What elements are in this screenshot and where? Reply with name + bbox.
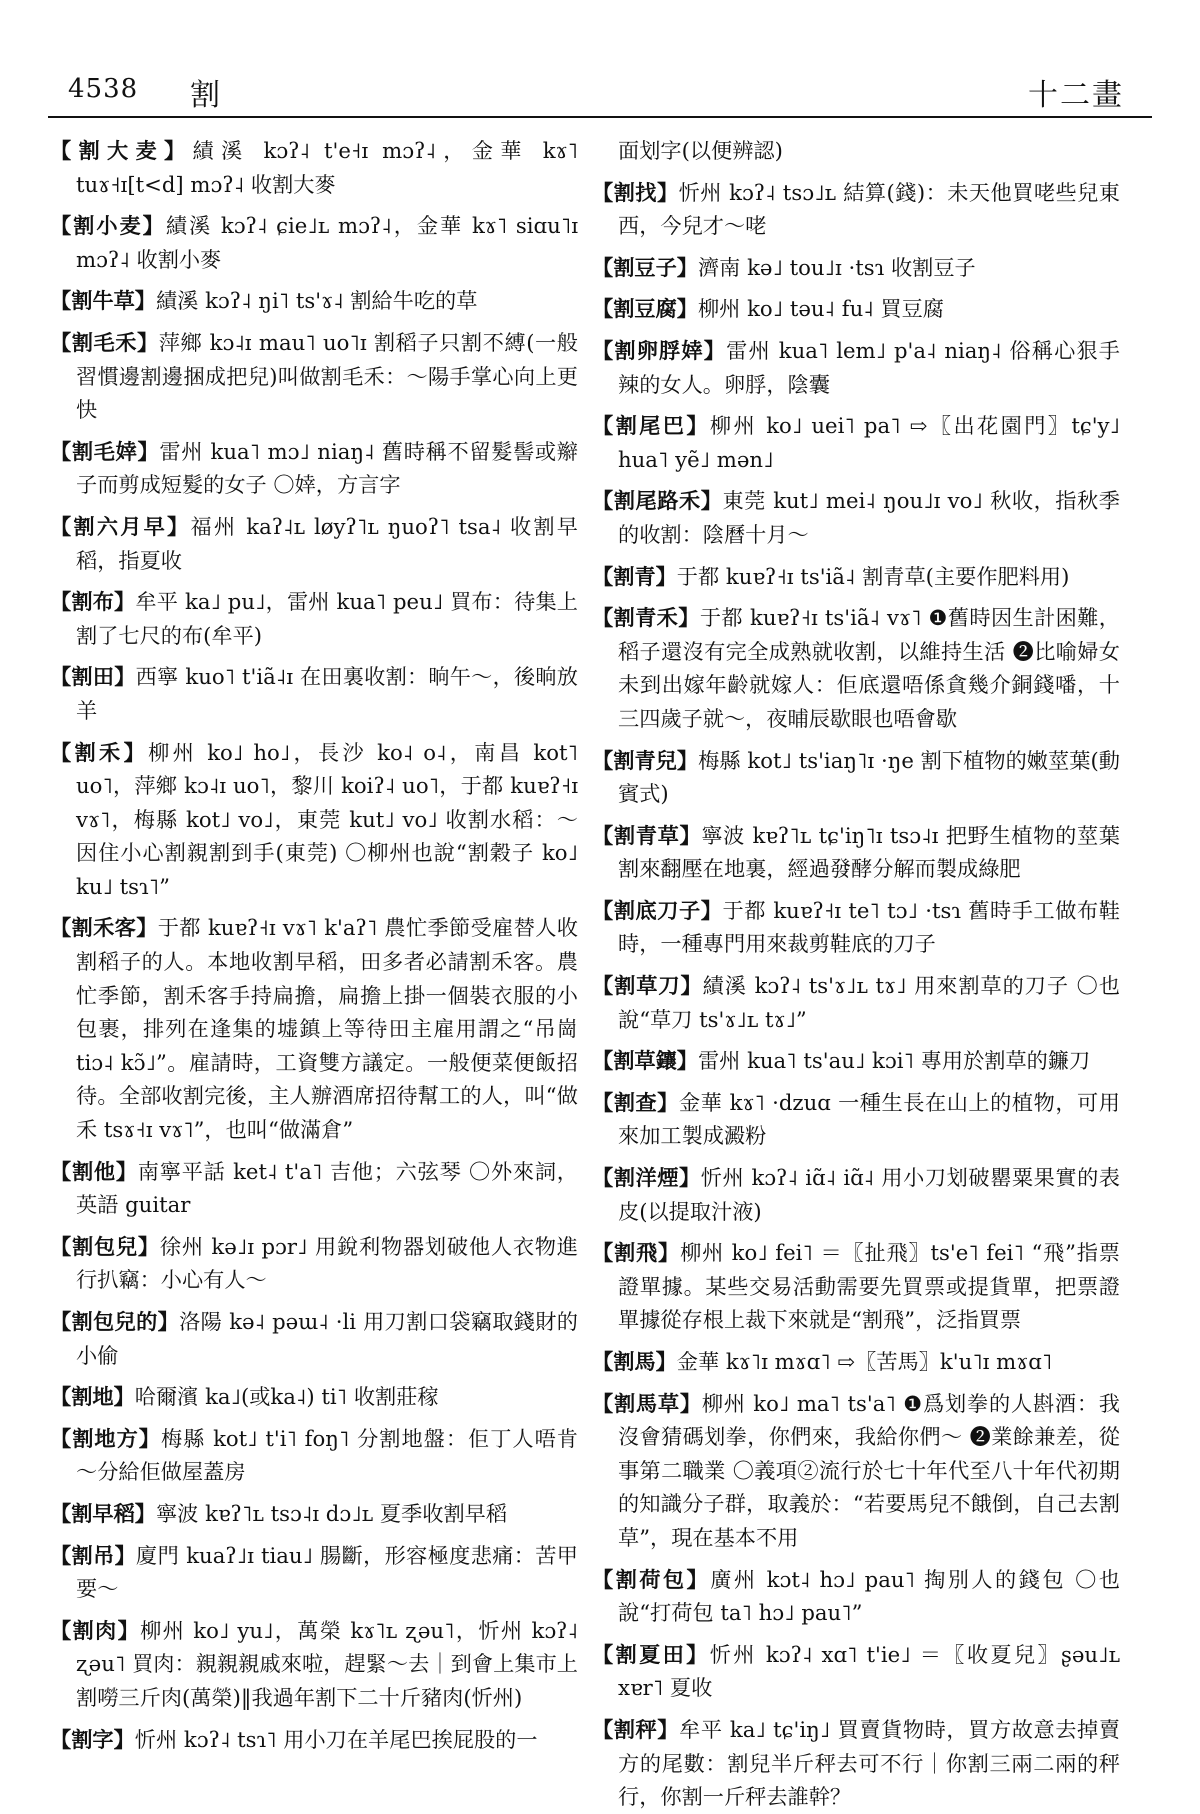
entry-definition: 柳州 ko˩ təu˨ fu˨ 買豆腐 — [697, 296, 944, 322]
entry-definition: 雷州 kua˥ mɔ˩ niaŋ˨ 舊時稱不留髮髻或辮子而剪成短髮的女子 〇婞，方言字 — [76, 438, 578, 498]
dictionary-entry — [50, 1230, 578, 1297]
entry-definition: 于都 kuɐʔ˧ɪ vɤ˥ k'aʔ˥ 農忙季節受雇替人收割稻子的人。本地收割早稻，田多者必請割禾客。農忙季節，割禾客手持扁擔，扁擔上掛一個裝衣服的小包裹，排列在逢集的墟鎮上等待田主雇用謂之“吊崗 tiɔ˨ kɔ̃˩”。雇請時，工資雙方議定。一般便菜便飯招待。全部收割完後，主人辦酒席招待幫工的人，叫“做禾 tsɤ˧ɪ vɤ˥”，也叫“做滿倉” — [76, 915, 578, 1143]
dictionary-entry — [592, 1345, 1120, 1379]
dictionary-entry — [50, 510, 578, 577]
entry-definition: 徐州 kə˩ɪ pɔr˩ 用銳利物器划破他人衣物進行扒竊：小心有人～ — [76, 1233, 578, 1293]
entry-headword: 【割布】 — [50, 589, 136, 615]
entry-definition: 萍鄉 kɔ˨ɪ mau˥ uo˥ɪ 割稻子只割不縛(一般習慣邊割邊捆成把兒)叫做割毛禾：～陽手掌心向上更快 — [76, 329, 578, 423]
dictionary-entry — [592, 1563, 1120, 1630]
dictionary-entry — [592, 819, 1120, 886]
entry-definition: 東莞 kut˩ mei˨ ŋou˩ɪ vo˩ 秋收，指秋季的收割：陰曆十月～ — [618, 488, 1120, 547]
dictionary-entry — [592, 484, 1120, 551]
entry-headword: 【割字】 — [50, 1726, 135, 1752]
dictionary-entry — [50, 660, 578, 727]
entry-headword: 【割禾】 — [50, 739, 149, 765]
entry-definition: 績溪 kɔʔ˨ ŋi˥ ts'ɤ˨ 割給牛吃的草 — [155, 288, 478, 314]
entry-definition: 柳州 ko˩ ho˩，長沙 ko˨ o˨，南昌 kot˥ uo˥，萍鄉 kɔ˨ɪ uo˥，黎川 koiʔ˨ uo˥，于都 kuɐʔ˧ɪ vɤ˥，梅縣 kot˩ vo˩，東莞 kut˩ vo˩ 收割水稻：～因住小心割親割到手(東莞) 〇柳州也說“割穀子 ko˩ ku˩ tsɿ˥” — [76, 739, 578, 899]
entry-definition: 雷州 kua˥ lem˩ p'a˨ niaŋ˨ 俗稱心狠手辣的女人。卵脬，陰囊 — [618, 337, 1120, 397]
dictionary-entry — [592, 1387, 1120, 1555]
entry-definition: 寧波 kɐʔ˥ʟ tsɔ˨ɪ dɔ˩ʟ 夏季收割早稻 — [155, 1500, 508, 1526]
entry-definition: 忻州 kɔʔ˨ tsɔ˩ʟ 結算(錢)：未天他買咾些兒東西，今兒才～咾 — [618, 179, 1120, 239]
entry-definition: 牟平 ka˩ tɕ'iŋ˩ 買賣貨物時，買方故意去掉賣方的尾數：割兒半斤秤去可不行｜你割三兩二兩的秤行，你割一斤秤去誰幹？ — [618, 1716, 1120, 1810]
entry-definition: 梅縣 kot˩ t'i˥ foŋ˥ 分割地盤：佢丁人唔肯～分給佢做屋蓋房 — [76, 1425, 578, 1485]
entry-definition: 濟南 kə˩ tou˩ɪ ·tsɿ 收割豆子 — [697, 254, 976, 280]
entry-headword: 【割毛禾】 — [50, 329, 159, 355]
entry-headword: 【割禾客】 — [50, 915, 158, 941]
entry-headword: 【割包兒的】 — [50, 1309, 180, 1334]
dictionary-entry — [592, 560, 1120, 594]
continued-entry-text: 面划字(以便辨認) — [618, 138, 783, 163]
dictionary-entry — [592, 409, 1120, 476]
dictionary-entry — [50, 134, 578, 201]
entry-headword: 【割底刀子】 — [592, 897, 723, 923]
entry-headword: 【割小麦】 — [50, 213, 166, 239]
entry-definition: 忻州 kɔʔ˨ xɑ˥ t'ie˩ ＝〖收夏兒〗ʂəu˩ʟ xɐr˥ 夏收 — [618, 1641, 1120, 1701]
entry-definition: 廣州 kɔt˨ hɔ˩ pau˥ 掏別人的錢包 〇也說“打荷包 ta˥ hɔ˩ pau˥” — [618, 1566, 1120, 1626]
entry-headword: 【割尾路禾】 — [592, 488, 723, 514]
entry-headword: 【割洋煙】 — [592, 1165, 701, 1191]
entry-headword: 【割馬】 — [592, 1349, 677, 1374]
entry-definition: 雷州 kua˥ ts'au˩ kɔi˥ 專用於割草的鐮刀 — [697, 1048, 1091, 1074]
dictionary-entry — [592, 1236, 1120, 1337]
dictionary-entry — [50, 585, 578, 652]
left-column — [50, 134, 578, 1752]
dictionary-entry — [592, 1638, 1120, 1705]
entry-headword: 【割他】 — [50, 1158, 138, 1184]
entry-headword: 【割肉】 — [50, 1617, 141, 1643]
entry-headword: 【割毛婞】 — [50, 438, 160, 464]
entry-definition: 南寧平話 ket˨ t'a˥ 吉他；六弦琴 〇外來詞，英語 guitar — [76, 1158, 578, 1218]
entry-definition: 梅縣 kot˩ ts'iaŋ˥ɪ ·ŋe 割下植物的嫩莖葉(動賓式) — [618, 747, 1120, 807]
entry-definition: 廈門 kuaʔ˩ɪ tiau˩ 腸斷，形容極度悲痛：苦甲要～ — [76, 1542, 578, 1602]
entry-headword: 【割青禾】 — [592, 605, 700, 631]
entry-definition: 忻州 kɔʔ˨ tsɿ˥ 用小刀在羊尾巴挨屁股的一 — [134, 1726, 538, 1752]
entry-headword: 【割地】 — [50, 1384, 135, 1410]
dictionary-entry — [592, 334, 1120, 401]
entry-headword: 【割草鑲】 — [592, 1048, 698, 1074]
entry-definition: 西寧 kuo˥ t'iã˨ɪ 在田裏收割：晌午～，後晌放羊 — [76, 664, 578, 723]
entry-headword: 【割秤】 — [592, 1716, 680, 1742]
entry-headword: 【割豆子】 — [592, 254, 698, 280]
dictionary-entry — [50, 1614, 578, 1715]
entry-definition: 柳州 ko˩ fei˥ ＝〖扯飛〗ts'e˥ fei˥ “飛”指票證單據。某些交易活動需要先買票或提貨單，把票證單據從存根上裁下來就是“割飛”，泛指買票 — [618, 1240, 1120, 1333]
entry-headword: 【割飛】 — [592, 1240, 681, 1266]
dictionary-entry — [50, 1305, 578, 1372]
dictionary-entry — [592, 176, 1120, 243]
entry-definition: 柳州 ko˩ yu˩，萬榮 kɤ˥ʟ ʐəu˥，忻州 kɔʔ˨ ʐəu˥ 買肉：親親親戚來啦，趕緊～去｜到會上集市上割嘮三斤肉(萬榮)‖我過年割下二十斤豬肉(忻州) — [76, 1617, 578, 1710]
dictionary-entry — [50, 736, 578, 904]
entry-definition: 金華 kɤ˥ ·dzuɑ 一種生長在山上的植物，可用來加工製成澱粉 — [618, 1089, 1120, 1149]
entry-definition: 哈爾濱 ka˩(或ka˨) ti˥ 收割莊稼 — [134, 1384, 439, 1410]
dictionary-entry — [592, 1044, 1120, 1078]
entry-headword: 【割青草】 — [592, 822, 702, 848]
dictionary-entry — [592, 251, 1120, 285]
entry-headword: 【割青】 — [592, 563, 677, 589]
entry-headword: 【割青兒】 — [592, 747, 699, 773]
entry-definition: 績溪 kɔʔ˨ ɕie˩ʟ mɔʔ˨，金華 kɤ˥ siɑu˥ɪ mɔʔ˨ 收割小麥 — [76, 213, 578, 272]
entry-headword: 【割田】 — [50, 664, 136, 690]
dictionary-entry — [50, 1539, 578, 1606]
entry-definition: 牟平 ka˩ pu˩，雷州 kua˥ peu˩ 買布：待集上割了七尺的布(牟平) — [76, 589, 578, 648]
entry-definition: 金華 kɤ˥ɪ mɤɑ˥ ⇨〖苦馬〗k'u˥ɪ mɤɑ˥ — [676, 1349, 1053, 1374]
entry-headword: 【割查】 — [592, 1089, 679, 1115]
entry-headword: 【割豆腐】 — [592, 296, 698, 322]
section-label: 十二畫 — [1028, 78, 1124, 113]
dictionary-entry — [592, 744, 1120, 811]
entry-headword: 【割馬草】 — [592, 1390, 702, 1416]
dictionary-entry — [592, 1086, 1120, 1153]
dictionary-entry — [592, 1161, 1120, 1228]
entry-definition: 寧波 kɐʔ˥ʟ tɕ'iŋ˥ɪ tsɔ˨ɪ 把野生植物的莖葉割來翻壓在地裏，經過發酵分解而製成綠肥 — [618, 822, 1120, 882]
dictionary-entry — [50, 1723, 578, 1757]
dictionary-entry — [592, 292, 1120, 326]
entry-headword: 【割卵脬婞】 — [592, 337, 727, 363]
entry-definition: 洛陽 kə˨ pəɯ˨ ·li 用刀割口袋竊取錢財的小偷 — [76, 1309, 578, 1368]
entry-definition: 于都 kuɐʔ˧ɪ ts'iã˨ 割青草(主要作肥料用) — [676, 563, 1070, 589]
entry-headword: 【割夏田】 — [592, 1641, 710, 1667]
dictionary-entry — [592, 969, 1120, 1036]
dictionary-entry — [50, 326, 578, 427]
entry-definition: 福州 kaʔ˨ʟ løyʔ˥ʟ ŋuoʔ˥ tsa˨ 收割早稻，指夏收 — [76, 513, 578, 573]
entry-headword: 【割找】 — [592, 179, 679, 205]
entry-headword: 【割大麦】 — [50, 138, 193, 163]
entry-headword: 【割草刀】 — [592, 973, 703, 999]
entry-definition: 于都 kuɐʔ˧ɪ te˥ tɔ˩ ·tsɿ 舊時手工做布鞋時，一種專門用來裁剪鞋底的刀子 — [618, 897, 1120, 957]
entry-headword: 【割地方】 — [50, 1425, 161, 1451]
right-column — [592, 134, 1120, 1810]
dictionary-entry — [50, 284, 578, 318]
dictionary-entry — [50, 1422, 578, 1489]
entry-headword: 【割包兒】 — [50, 1233, 160, 1259]
entry-definition: 柳州 ko˩ uei˥ pa˥ ⇨〖出花園門〗tɕ'y˩ hua˥ yẽ˩ mən˩ — [618, 413, 1120, 472]
entry-headword: 【割尾巴】 — [592, 413, 710, 439]
entry-headword: 【割吊】 — [50, 1542, 137, 1568]
entry-headword: 【割早稻】 — [50, 1500, 156, 1526]
entry-definition: 于都 kuɐʔ˧ɪ ts'iã˨ vɤ˥ ❶舊時因生計困難，稻子還沒有完全成熟就收割，以維持生活 ❷比喻婦女未到出嫁年齡就嫁人：佢底還唔係貪幾介銅錢噃，十三四歲子就～，夜晡辰歇眼也唔會歇 — [618, 605, 1120, 731]
dictionary-entry — [50, 1380, 578, 1414]
entry-definition: 績溪 kɔʔ˨ ts'ɤ˩ʟ tɤ˩ 用來割草的刀子 〇也說“草刀 ts'ɤ˩ʟ tɤ˩” — [618, 973, 1120, 1032]
dictionary-entry — [50, 911, 578, 1146]
dictionary-entry — [592, 1713, 1120, 1814]
entry-definition: 忻州 kɔʔ˨ iɑ̃˨ iɑ̃˨ 用小刀划破罌粟果實的表皮(以提取汁液) — [618, 1165, 1120, 1224]
entry-headword: 【割荷包】 — [592, 1566, 711, 1592]
entry-headword: 【割牛草】 — [50, 288, 156, 314]
entry-definition: 績溪 kɔʔ˨ t'e˧ɪ mɔʔ˨，金華 kɤ˥ tuɤ˧ɪ[t<d] mɔʔ˨ 收割大麥 — [76, 138, 578, 197]
dictionary-entry — [592, 894, 1120, 961]
dictionary-entry — [50, 1497, 578, 1531]
dictionary-entry — [50, 1155, 578, 1222]
dictionary-entry — [592, 601, 1120, 735]
page-header — [48, 60, 1152, 118]
page-number: 4538 — [68, 74, 139, 104]
entry-definition: 柳州 ko˩ ma˥ ts'a˥ ❶爲划拳的人斟酒：我沒會猜碼划拳，你們來，我給你們～ ❷業餘兼差，從事第二職業 〇義項②流行於七十年代至八十年代初期的知識分子群，取義於：“若要馬兒不餓倒，自己去割草”，現在基本不用 — [618, 1390, 1120, 1550]
dictionary-entry — [50, 209, 578, 276]
dictionary-entry — [50, 435, 578, 502]
entry-headword: 【割六月早】 — [50, 513, 191, 539]
running-head-character: 割 — [190, 78, 220, 113]
